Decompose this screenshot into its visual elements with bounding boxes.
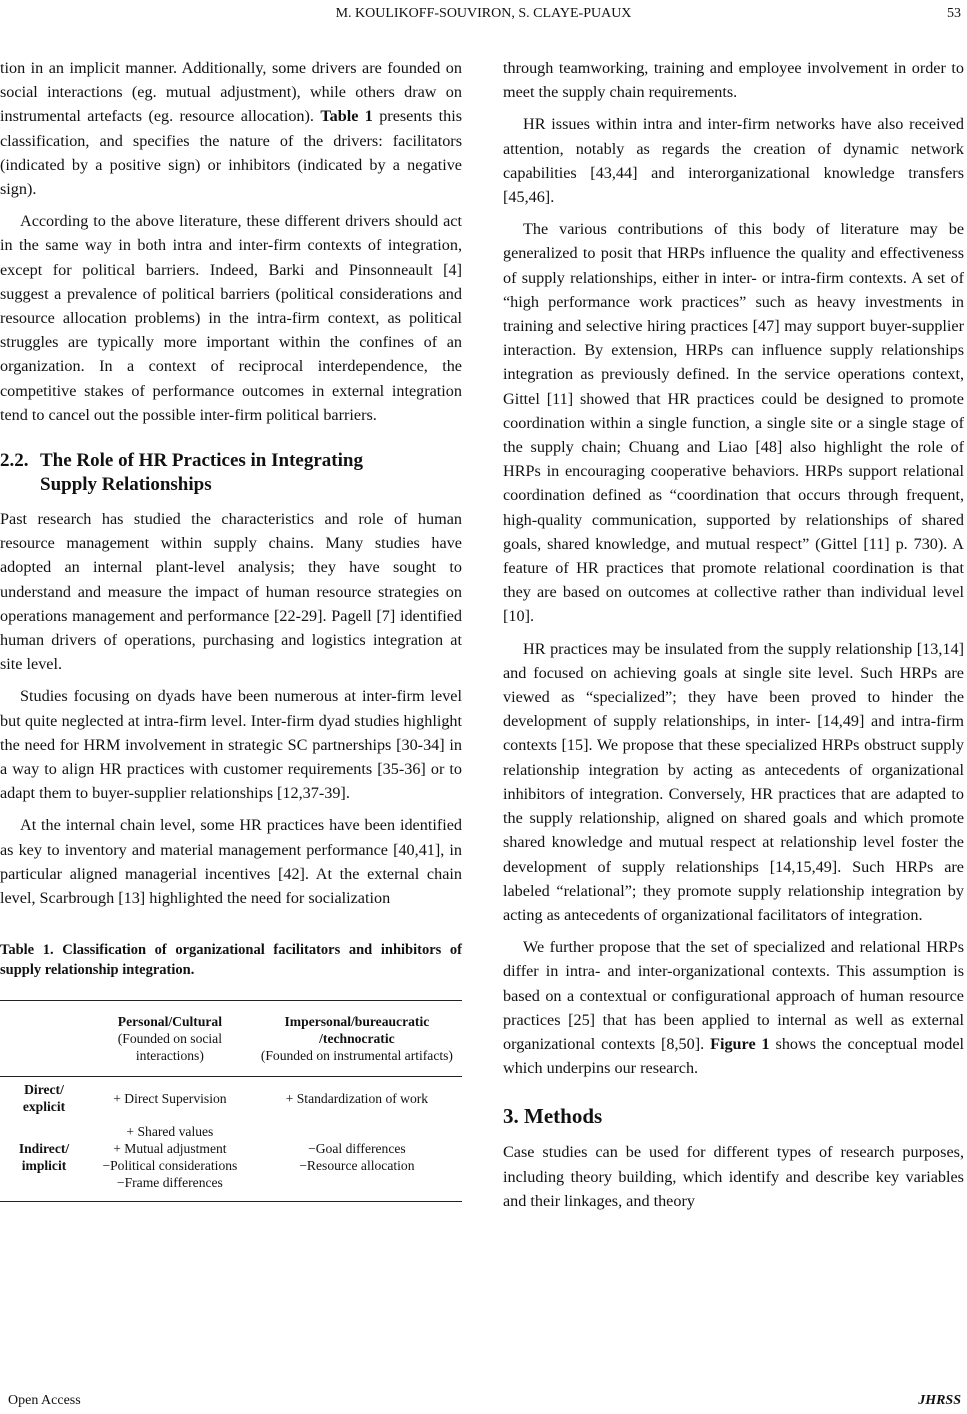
figure-reference: Figure 1	[710, 1034, 770, 1053]
paragraph: through teamworking, training and employee involvement in order to meet the supply chain requirements.	[503, 59, 964, 102]
table-column-header: Impersonal/bureaucratic /technocratic (Founded on instrumental artifacts)	[252, 1001, 462, 1077]
page-footer	[0, 1393, 967, 1413]
table-caption: Table 1. Classification of organizational facilitators and inhibitors of supply relationship integration.	[0, 942, 462, 979]
table-cell: + Standardization of work	[285, 1090, 429, 1106]
page-number: 53	[947, 6, 961, 21]
table-corner-cell	[0, 1001, 88, 1077]
footer-access-label: Open Access	[8, 1393, 81, 1408]
table-row-header: Indirect/ implicit	[0, 1119, 88, 1202]
paragraph: tion in an implicit manner. Additionally, some drivers are founded on social interactions (eg. mutual adjustment), while others draw on instrumental artefacts (eg. resource allocation). Table 1 presents this classification, and specifies the nature of the drivers: facilitators (indicated by a positive sign) or inhibitors (indicated by a negative sign).	[0, 59, 462, 199]
table-column-header: Personal/Cultural (Founded on social interactions)	[88, 1001, 252, 1077]
section-heading: 3. Methods	[503, 1104, 603, 1129]
table-cell: + Direct Supervision	[113, 1090, 227, 1106]
paragraph: Studies focusing on dyads have been numerous at inter-firm level but quite neglected at intra-firm level. Inter-firm dyad studies highlight the need for HRM involvement in strategic SC partnerships [30-34] in a way to align HR practices with customer requirements [35-36] or to adapt them to buyer-supplier relationships [12,37-39].	[0, 687, 462, 803]
page-header	[0, 6, 967, 28]
table-reference: Table 1	[320, 107, 373, 126]
classification-table	[0, 1000, 462, 1202]
table-cell: −Goal differences −Resource allocation	[252, 1119, 462, 1202]
left-column	[0, 56, 462, 1202]
paragraph: HR practices may be insulated from the supply relationship [13,14] and focused on achieving goals at single site level. Such HRPs are viewed as “specialized”; they have been proved to hinder the development of supply relationships, in inter- [14,49] and intra-firm contexts [15]. We propose that these specialized HRPs obstruct supply relationship integration by acting as antecedents of organizational inhibitors of integration. Conversely, HR practices that are adapted to the supply relationship, aligned on shared goals and which promote shared knowledge and mutual respect at relationship level foster the development of supply relationships [14,15,49]. Such HRPs are labeled “relational”; they promote supply relationship integration by acting as antecedents of organizational facilitators of integration.	[503, 639, 964, 924]
table-cell: + Shared values + Mutual adjustment −Political considerations −Frame differences	[88, 1119, 252, 1202]
section-heading: 2.2. The Role of HR Practices in Integrating Supply Relationships	[0, 450, 363, 496]
paragraph: HR issues within intra and inter-firm networks have also received attention, notably as regards the creation of dynamic network capabilities [43,44] and interorganizational knowledge transfers [45,46].	[503, 115, 964, 207]
right-column	[503, 56, 964, 1221]
footer-journal: JHRSS	[918, 1393, 961, 1408]
paragraph: Case studies can be used for different types of research purposes, including theory building, which identify and describe key variables and their linkages, and theory	[503, 1143, 964, 1210]
paragraph: According to the above literature, these different drivers should act in the same way in both intra and inter-firm contexts of integration, except for political barriers. Indeed, Barki and Pinsonneault [4] suggest a prevalence of political barriers (political considerations and resource allocation problems) in the intra-firm context, as political struggles are typically more important within the confines of an organization. In a context of reciprocal interdependence, the competitive stakes of performance outcomes in external integration tend to cancel out the possible inter-firm political barriers.	[0, 212, 462, 424]
running-head-authors: M. KOULIKOFF-SOUVIRON, S. CLAYE-PUAUX	[335, 6, 632, 21]
table-row-header: Direct/ explicit	[22, 1082, 66, 1115]
paragraph: At the internal chain level, some HR practices have been identified as key to inventory and material management performance [40,41], in particular aligned managerial incentives [42]. At the external chain level, Scarbrough [13] highlighted the need for socialization	[0, 816, 462, 908]
paragraph: Past research has studied the characteristics and role of human resource management within supply chains. Many studies have adopted an internal plant-level analysis; they have sought to understand and measure the impact of human resource strategies on operations management and performance [22-29]. Pagell [7] identified human drivers of operations, purchasing and logistics integration at site level.	[0, 510, 462, 674]
paragraph: We further propose that the set of specialized and relational HRPs differ in intra- and inter-organizational contexts. This assumption is based on a contextual or configurational approach of human resource practices [25] that has been applied to internal as well as external organizational contexts [8,50]. Figure 1 shows the conceptual model which underpins our research.	[503, 938, 965, 1078]
paragraph: The various contributions of this body of literature may be generalized to posit that HRPs influence the quality and effectiveness of supply relationships, either in inter- or intra-firm contexts. A set of “high performance work practices” such as heavy investments in training and selective hiring practices [47] may support buyer-supplier interaction. By extension, HRPs can influence supply relationships integration as previously defined. In the service operations context, Gittel [11] showed that HR practices could be designed to promote coordination within a single function, a single site or a single stage of the supply chain; Chuang and Liao [48] also highlight the role of HRPs in encouraging cooperative behaviors. HRPs support relational coordination defined as “coordination that occurs through frequent, high-quality communication, supported by relationships of shared goals, shared knowledge, and mutual respect” (Gittel [11] p. 730). A feature of HR practices that promote relational coordination is that they are based on outcomes at collective rather than individual level [10].	[503, 220, 964, 626]
